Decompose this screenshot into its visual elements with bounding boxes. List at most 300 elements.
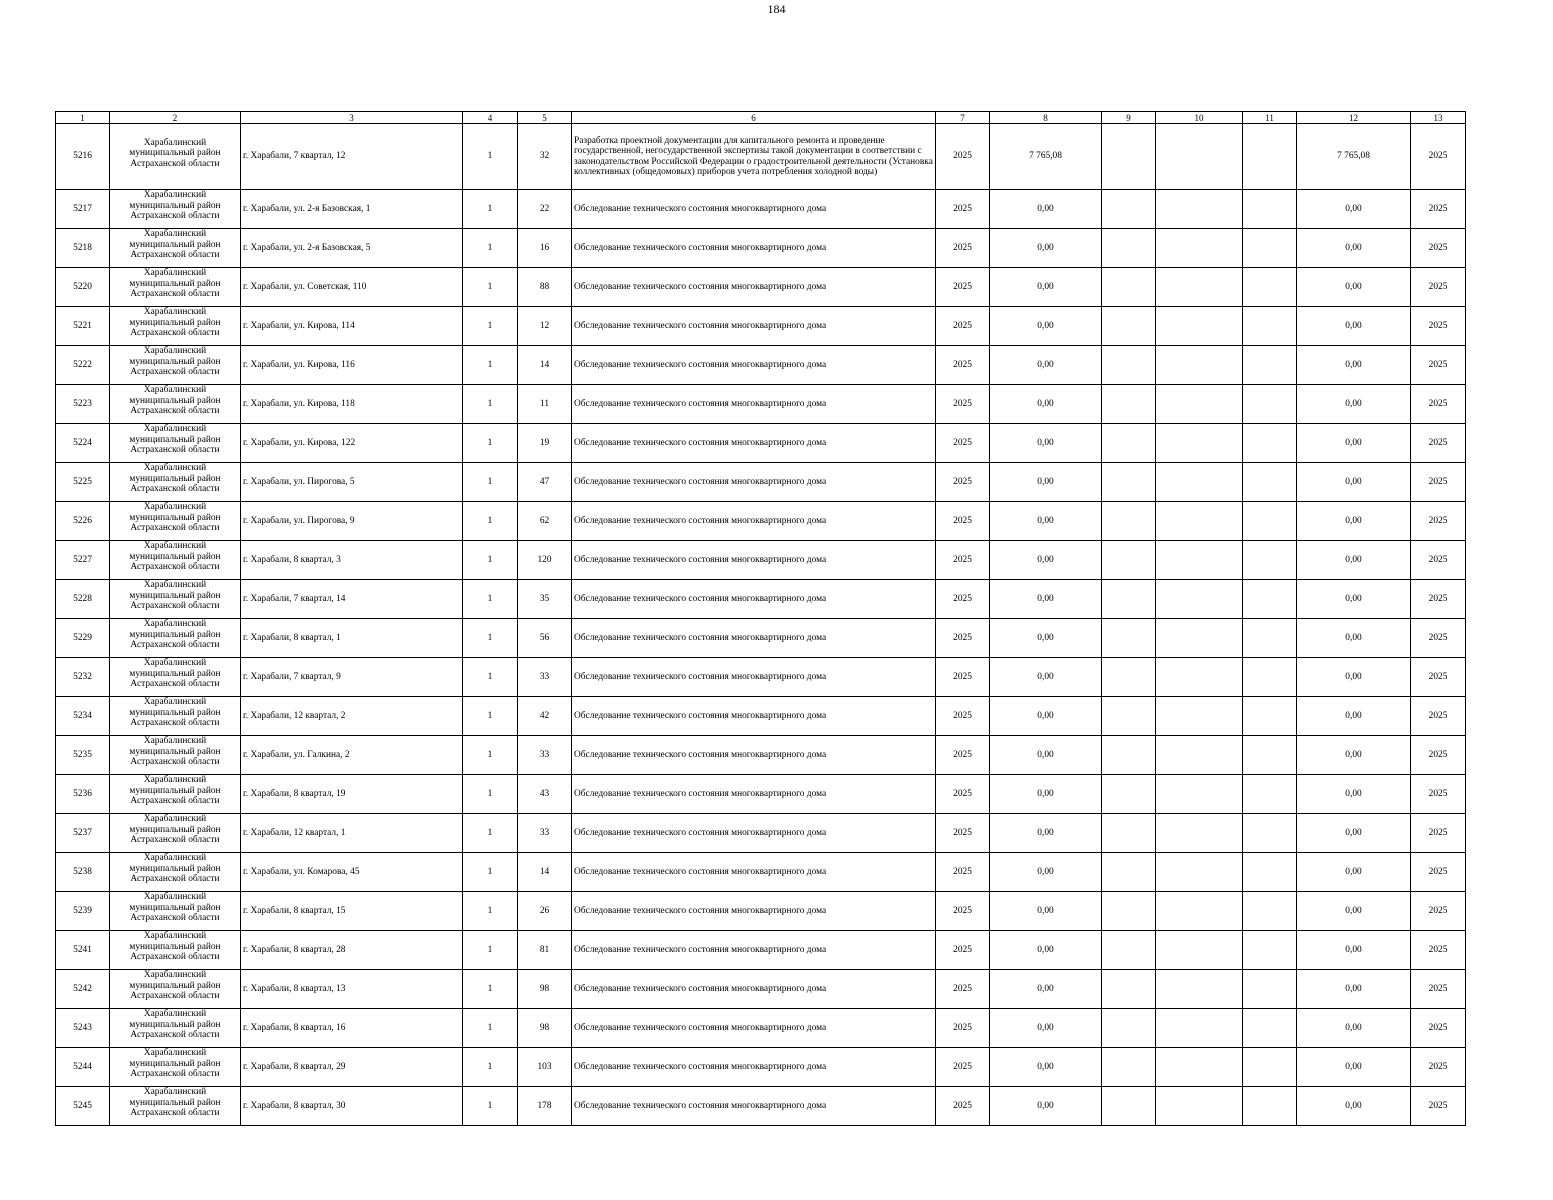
municipality bbox=[110, 190, 241, 229]
funding-amount: 0,00 bbox=[1297, 1048, 1411, 1087]
value-col-11 bbox=[1243, 385, 1297, 424]
column-number: 5 bbox=[518, 112, 572, 124]
funding-amount: 0,00 bbox=[1297, 307, 1411, 346]
row-number: 5238 bbox=[56, 853, 110, 892]
value-col-5: 33 bbox=[518, 814, 572, 853]
total-cost: 0,00 bbox=[990, 580, 1102, 619]
municipality bbox=[110, 619, 241, 658]
value-col-11 bbox=[1243, 190, 1297, 229]
start-year: 2025 bbox=[936, 853, 990, 892]
table-row bbox=[56, 619, 1466, 658]
work-type: Обследование технического состояния многоквартирного дома bbox=[572, 1087, 936, 1126]
total-cost: 0,00 bbox=[990, 346, 1102, 385]
column-number: 12 bbox=[1297, 112, 1411, 124]
start-year: 2025 bbox=[936, 775, 990, 814]
municipality-text: Харабалинский муниципальный район Астраханской области bbox=[129, 697, 221, 728]
total-cost: 0,00 bbox=[990, 268, 1102, 307]
funding-amount: 0,00 bbox=[1297, 697, 1411, 736]
total-cost: 0,00 bbox=[990, 736, 1102, 775]
municipality bbox=[110, 346, 241, 385]
row-number: 5241 bbox=[56, 931, 110, 970]
table-row bbox=[56, 736, 1466, 775]
start-year: 2025 bbox=[936, 580, 990, 619]
end-year: 2025 bbox=[1411, 931, 1466, 970]
value-col-4: 1 bbox=[463, 502, 518, 541]
table-row bbox=[56, 580, 1466, 619]
work-type: Обследование технического состояния многоквартирного дома bbox=[572, 346, 936, 385]
value-col-11 bbox=[1243, 1009, 1297, 1048]
municipality bbox=[110, 307, 241, 346]
total-cost: 0,00 bbox=[990, 424, 1102, 463]
column-number: 10 bbox=[1156, 112, 1243, 124]
address: г. Харабали, 8 квартал, 16 bbox=[241, 1009, 463, 1048]
value-col-11 bbox=[1243, 892, 1297, 931]
funding-amount: 0,00 bbox=[1297, 853, 1411, 892]
value-col-5: 43 bbox=[518, 775, 572, 814]
municipality-text: Харабалинский муниципальный район Астраханской области bbox=[129, 424, 221, 455]
municipality bbox=[110, 229, 241, 268]
value-col-11 bbox=[1243, 814, 1297, 853]
table-row bbox=[56, 346, 1466, 385]
value-col-10 bbox=[1156, 892, 1243, 931]
table-row bbox=[56, 892, 1466, 931]
total-cost: 7 765,08 bbox=[990, 124, 1102, 190]
table-row bbox=[56, 190, 1466, 229]
value-col-5: 12 bbox=[518, 307, 572, 346]
address: г. Харабали, 8 квартал, 30 bbox=[241, 1087, 463, 1126]
municipality bbox=[110, 775, 241, 814]
value-col-10 bbox=[1156, 775, 1243, 814]
value-col-4: 1 bbox=[463, 658, 518, 697]
value-col-4: 1 bbox=[463, 853, 518, 892]
table-row bbox=[56, 1009, 1466, 1048]
start-year: 2025 bbox=[936, 736, 990, 775]
start-year: 2025 bbox=[936, 124, 990, 190]
value-col-5: 14 bbox=[518, 853, 572, 892]
value-col-10 bbox=[1156, 424, 1243, 463]
row-number: 5220 bbox=[56, 268, 110, 307]
table-row bbox=[56, 424, 1466, 463]
value-col-5: 42 bbox=[518, 697, 572, 736]
municipality bbox=[110, 931, 241, 970]
municipality bbox=[110, 541, 241, 580]
funding-amount: 0,00 bbox=[1297, 229, 1411, 268]
funding-amount: 0,00 bbox=[1297, 814, 1411, 853]
row-number: 5226 bbox=[56, 502, 110, 541]
row-number: 5243 bbox=[56, 1009, 110, 1048]
total-cost: 0,00 bbox=[990, 385, 1102, 424]
row-number: 5224 bbox=[56, 424, 110, 463]
funding-amount: 0,00 bbox=[1297, 931, 1411, 970]
address: г. Харабали, ул. Галкина, 2 bbox=[241, 736, 463, 775]
end-year: 2025 bbox=[1411, 124, 1466, 190]
start-year: 2025 bbox=[936, 892, 990, 931]
work-type: Обследование технического состояния многоквартирного дома bbox=[572, 190, 936, 229]
value-col-9 bbox=[1102, 775, 1156, 814]
row-number: 5237 bbox=[56, 814, 110, 853]
row-number: 5236 bbox=[56, 775, 110, 814]
municipality-text: Харабалинский муниципальный район Астраханской области bbox=[129, 346, 221, 377]
column-number: 2 bbox=[110, 112, 241, 124]
value-col-4: 1 bbox=[463, 424, 518, 463]
value-col-11 bbox=[1243, 1087, 1297, 1126]
value-col-4: 1 bbox=[463, 970, 518, 1009]
end-year: 2025 bbox=[1411, 658, 1466, 697]
value-col-5: 32 bbox=[518, 124, 572, 190]
start-year: 2025 bbox=[936, 1048, 990, 1087]
value-col-5: 26 bbox=[518, 892, 572, 931]
end-year: 2025 bbox=[1411, 970, 1466, 1009]
value-col-11 bbox=[1243, 1048, 1297, 1087]
work-type: Обследование технического состояния многоквартирного дома bbox=[572, 697, 936, 736]
column-number: 4 bbox=[463, 112, 518, 124]
value-col-9 bbox=[1102, 541, 1156, 580]
work-type: Обследование технического состояния многоквартирного дома bbox=[572, 853, 936, 892]
work-type: Обследование технического состояния многоквартирного дома bbox=[572, 580, 936, 619]
value-col-10 bbox=[1156, 346, 1243, 385]
funding-amount: 0,00 bbox=[1297, 736, 1411, 775]
total-cost: 0,00 bbox=[990, 463, 1102, 502]
municipality bbox=[110, 268, 241, 307]
value-col-9 bbox=[1102, 190, 1156, 229]
value-col-4: 1 bbox=[463, 229, 518, 268]
total-cost: 0,00 bbox=[990, 853, 1102, 892]
municipality bbox=[110, 463, 241, 502]
row-number: 5245 bbox=[56, 1087, 110, 1126]
row-number: 5223 bbox=[56, 385, 110, 424]
municipality bbox=[110, 502, 241, 541]
table-row bbox=[56, 502, 1466, 541]
value-col-5: 19 bbox=[518, 424, 572, 463]
value-col-10 bbox=[1156, 814, 1243, 853]
municipality bbox=[110, 1087, 241, 1126]
start-year: 2025 bbox=[936, 697, 990, 736]
value-col-10 bbox=[1156, 658, 1243, 697]
address: г. Харабали, 12 квартал, 1 bbox=[241, 814, 463, 853]
table-row bbox=[56, 814, 1466, 853]
start-year: 2025 bbox=[936, 268, 990, 307]
work-type: Обследование технического состояния многоквартирного дома bbox=[572, 307, 936, 346]
start-year: 2025 bbox=[936, 541, 990, 580]
address: г. Харабали, 8 квартал, 29 bbox=[241, 1048, 463, 1087]
work-type: Обследование технического состояния многоквартирного дома bbox=[572, 541, 936, 580]
end-year: 2025 bbox=[1411, 853, 1466, 892]
address: г. Харабали, 8 квартал, 19 bbox=[241, 775, 463, 814]
value-col-9 bbox=[1102, 814, 1156, 853]
work-type: Обследование технического состояния многоквартирного дома bbox=[572, 385, 936, 424]
municipality-text: Харабалинский муниципальный район Астраханской области bbox=[129, 775, 221, 806]
funding-amount: 0,00 bbox=[1297, 346, 1411, 385]
funding-amount: 0,00 bbox=[1297, 580, 1411, 619]
start-year: 2025 bbox=[936, 931, 990, 970]
start-year: 2025 bbox=[936, 190, 990, 229]
value-col-9 bbox=[1102, 124, 1156, 190]
total-cost: 0,00 bbox=[990, 775, 1102, 814]
address: г. Харабали, ул. Пирогова, 5 bbox=[241, 463, 463, 502]
value-col-11 bbox=[1243, 853, 1297, 892]
start-year: 2025 bbox=[936, 307, 990, 346]
value-col-9 bbox=[1102, 268, 1156, 307]
value-col-11 bbox=[1243, 229, 1297, 268]
municipality bbox=[110, 697, 241, 736]
column-number: 7 bbox=[936, 112, 990, 124]
column-number: 11 bbox=[1243, 112, 1297, 124]
municipality-text: Харабалинский муниципальный район Астраханской области bbox=[129, 892, 221, 923]
start-year: 2025 bbox=[936, 1087, 990, 1126]
row-number: 5239 bbox=[56, 892, 110, 931]
table-row bbox=[56, 1048, 1466, 1087]
address: г. Харабали, ул. 2-я Базовская, 1 bbox=[241, 190, 463, 229]
value-col-4: 1 bbox=[463, 775, 518, 814]
table-row bbox=[56, 658, 1466, 697]
municipality bbox=[110, 1048, 241, 1087]
value-col-10 bbox=[1156, 1009, 1243, 1048]
work-type: Обследование технического состояния многоквартирного дома bbox=[572, 502, 936, 541]
value-col-11 bbox=[1243, 580, 1297, 619]
column-number: 8 bbox=[990, 112, 1102, 124]
end-year: 2025 bbox=[1411, 307, 1466, 346]
municipality-text: Харабалинский муниципальный район Астраханской области bbox=[129, 1048, 221, 1079]
value-col-4: 1 bbox=[463, 1087, 518, 1126]
end-year: 2025 bbox=[1411, 775, 1466, 814]
value-col-9 bbox=[1102, 385, 1156, 424]
municipality-text: Харабалинский муниципальный район Астраханской области bbox=[129, 619, 221, 650]
total-cost: 0,00 bbox=[990, 658, 1102, 697]
address: г. Харабали, 8 квартал, 13 bbox=[241, 970, 463, 1009]
value-col-5: 120 bbox=[518, 541, 572, 580]
funding-amount: 0,00 bbox=[1297, 775, 1411, 814]
address: г. Харабали, ул. Кирова, 116 bbox=[241, 346, 463, 385]
value-col-10 bbox=[1156, 619, 1243, 658]
funding-amount: 0,00 bbox=[1297, 658, 1411, 697]
table-row bbox=[56, 307, 1466, 346]
value-col-11 bbox=[1243, 658, 1297, 697]
value-col-4: 1 bbox=[463, 619, 518, 658]
address: г. Харабали, ул. Комарова, 45 bbox=[241, 853, 463, 892]
funding-amount: 7 765,08 bbox=[1297, 124, 1411, 190]
table-row bbox=[56, 463, 1466, 502]
value-col-9 bbox=[1102, 580, 1156, 619]
funding-amount: 0,00 bbox=[1297, 619, 1411, 658]
value-col-4: 1 bbox=[463, 892, 518, 931]
funding-amount: 0,00 bbox=[1297, 268, 1411, 307]
table-row bbox=[56, 931, 1466, 970]
row-number: 5228 bbox=[56, 580, 110, 619]
row-number: 5217 bbox=[56, 190, 110, 229]
municipality bbox=[110, 853, 241, 892]
funding-amount: 0,00 bbox=[1297, 970, 1411, 1009]
work-type: Обследование технического состояния многоквартирного дома bbox=[572, 892, 936, 931]
total-cost: 0,00 bbox=[990, 619, 1102, 658]
value-col-9 bbox=[1102, 931, 1156, 970]
row-number: 5235 bbox=[56, 736, 110, 775]
municipality bbox=[110, 658, 241, 697]
value-col-5: 103 bbox=[518, 1048, 572, 1087]
funding-amount: 0,00 bbox=[1297, 502, 1411, 541]
value-col-10 bbox=[1156, 853, 1243, 892]
row-number: 5244 bbox=[56, 1048, 110, 1087]
end-year: 2025 bbox=[1411, 619, 1466, 658]
row-number: 5227 bbox=[56, 541, 110, 580]
start-year: 2025 bbox=[936, 229, 990, 268]
value-col-11 bbox=[1243, 346, 1297, 385]
funding-amount: 0,00 bbox=[1297, 463, 1411, 502]
address: г. Харабали, ул. Кирова, 114 bbox=[241, 307, 463, 346]
page-number: 184 bbox=[767, 2, 786, 16]
municipality bbox=[110, 1009, 241, 1048]
end-year: 2025 bbox=[1411, 424, 1466, 463]
value-col-5: 98 bbox=[518, 1009, 572, 1048]
total-cost: 0,00 bbox=[990, 307, 1102, 346]
work-type: Обследование технического состояния многоквартирного дома bbox=[572, 463, 936, 502]
value-col-10 bbox=[1156, 736, 1243, 775]
start-year: 2025 bbox=[936, 502, 990, 541]
table-row bbox=[56, 268, 1466, 307]
value-col-4: 1 bbox=[463, 814, 518, 853]
start-year: 2025 bbox=[936, 814, 990, 853]
value-col-9 bbox=[1102, 346, 1156, 385]
municipality bbox=[110, 814, 241, 853]
row-number: 5232 bbox=[56, 658, 110, 697]
work-type: Обследование технического состояния многоквартирного дома bbox=[572, 619, 936, 658]
end-year: 2025 bbox=[1411, 1009, 1466, 1048]
value-col-10 bbox=[1156, 1048, 1243, 1087]
municipality-text: Харабалинский муниципальный район Астраханской области bbox=[129, 463, 221, 494]
funding-amount: 0,00 bbox=[1297, 385, 1411, 424]
work-type: Обследование технического состояния многоквартирного дома bbox=[572, 1009, 936, 1048]
value-col-9 bbox=[1102, 970, 1156, 1009]
address: г. Харабали, 8 квартал, 3 bbox=[241, 541, 463, 580]
funding-amount: 0,00 bbox=[1297, 424, 1411, 463]
value-col-5: 62 bbox=[518, 502, 572, 541]
end-year: 2025 bbox=[1411, 463, 1466, 502]
value-col-9 bbox=[1102, 853, 1156, 892]
municipality-text: Харабалинский муниципальный район Астраханской области bbox=[129, 268, 221, 299]
value-col-11 bbox=[1243, 424, 1297, 463]
end-year: 2025 bbox=[1411, 268, 1466, 307]
table-row bbox=[56, 853, 1466, 892]
work-type: Обследование технического состояния многоквартирного дома bbox=[572, 268, 936, 307]
municipality bbox=[110, 892, 241, 931]
value-col-4: 1 bbox=[463, 697, 518, 736]
value-col-11 bbox=[1243, 619, 1297, 658]
value-col-4: 1 bbox=[463, 736, 518, 775]
table-row bbox=[56, 229, 1466, 268]
value-col-11 bbox=[1243, 268, 1297, 307]
column-number: 3 bbox=[241, 112, 463, 124]
start-year: 2025 bbox=[936, 970, 990, 1009]
end-year: 2025 bbox=[1411, 736, 1466, 775]
table-body bbox=[56, 112, 1466, 1126]
end-year: 2025 bbox=[1411, 1087, 1466, 1126]
work-type: Разработка проектной документации для капитального ремонта и проведение государственной, негосударственной экспертизы такой документации в соответствии с законодательством Российской Федерации о градостроительной деятельности (Установка коллективных (общедомовых) приборов учета потребления холодной воды) bbox=[572, 124, 936, 190]
work-type: Обследование технического состояния многоквартирного дома bbox=[572, 775, 936, 814]
municipality-text: Харабалинский муниципальный район Астраханской области bbox=[129, 229, 221, 260]
address: г. Харабали, 8 квартал, 15 bbox=[241, 892, 463, 931]
start-year: 2025 bbox=[936, 1009, 990, 1048]
municipality-text: Харабалинский муниципальный район Астраханской области bbox=[129, 931, 221, 962]
row-number: 5222 bbox=[56, 346, 110, 385]
value-col-5: 178 bbox=[518, 1087, 572, 1126]
value-col-5: 22 bbox=[518, 190, 572, 229]
row-number: 5242 bbox=[56, 970, 110, 1009]
value-col-4: 1 bbox=[463, 268, 518, 307]
municipality bbox=[110, 580, 241, 619]
municipality-text: Харабалинский муниципальный район Астраханской области bbox=[129, 502, 221, 533]
address: г. Харабали, 8 квартал, 28 bbox=[241, 931, 463, 970]
row-number: 5218 bbox=[56, 229, 110, 268]
total-cost: 0,00 bbox=[990, 502, 1102, 541]
value-col-10 bbox=[1156, 970, 1243, 1009]
address: г. Харабали, ул. Советская, 110 bbox=[241, 268, 463, 307]
value-col-5: 33 bbox=[518, 736, 572, 775]
municipality bbox=[110, 385, 241, 424]
row-number: 5229 bbox=[56, 619, 110, 658]
value-col-4: 1 bbox=[463, 1009, 518, 1048]
end-year: 2025 bbox=[1411, 229, 1466, 268]
address: г. Харабали, 7 квартал, 12 bbox=[241, 124, 463, 190]
table-row bbox=[56, 541, 1466, 580]
value-col-9 bbox=[1102, 424, 1156, 463]
total-cost: 0,00 bbox=[990, 229, 1102, 268]
value-col-5: 98 bbox=[518, 970, 572, 1009]
total-cost: 0,00 bbox=[990, 892, 1102, 931]
column-number-row bbox=[56, 112, 1466, 124]
end-year: 2025 bbox=[1411, 892, 1466, 931]
work-type: Обследование технического состояния многоквартирного дома bbox=[572, 814, 936, 853]
value-col-10 bbox=[1156, 268, 1243, 307]
value-col-10 bbox=[1156, 1087, 1243, 1126]
municipality-text: Харабалинский муниципальный район Астраханской области bbox=[129, 385, 221, 416]
municipality bbox=[110, 970, 241, 1009]
value-col-9 bbox=[1102, 1087, 1156, 1126]
value-col-5: 16 bbox=[518, 229, 572, 268]
address: г. Харабали, ул. Пирогова, 9 bbox=[241, 502, 463, 541]
total-cost: 0,00 bbox=[990, 1009, 1102, 1048]
value-col-4: 1 bbox=[463, 346, 518, 385]
total-cost: 0,00 bbox=[990, 1048, 1102, 1087]
value-col-10 bbox=[1156, 580, 1243, 619]
end-year: 2025 bbox=[1411, 541, 1466, 580]
value-col-10 bbox=[1156, 190, 1243, 229]
value-col-9 bbox=[1102, 697, 1156, 736]
value-col-11 bbox=[1243, 502, 1297, 541]
address: г. Харабали, 8 квартал, 1 bbox=[241, 619, 463, 658]
work-type: Обследование технического состояния многоквартирного дома bbox=[572, 931, 936, 970]
value-col-4: 1 bbox=[463, 580, 518, 619]
end-year: 2025 bbox=[1411, 697, 1466, 736]
value-col-10 bbox=[1156, 541, 1243, 580]
total-cost: 0,00 bbox=[990, 970, 1102, 1009]
total-cost: 0,00 bbox=[990, 190, 1102, 229]
table-row bbox=[56, 775, 1466, 814]
value-col-9 bbox=[1102, 892, 1156, 931]
value-col-11 bbox=[1243, 736, 1297, 775]
row-number: 5234 bbox=[56, 697, 110, 736]
address: г. Харабали, ул. 2-я Базовская, 5 bbox=[241, 229, 463, 268]
value-col-5: 81 bbox=[518, 931, 572, 970]
value-col-10 bbox=[1156, 124, 1243, 190]
table-row bbox=[56, 697, 1466, 736]
column-number: 13 bbox=[1411, 112, 1466, 124]
work-type: Обследование технического состояния многоквартирного дома bbox=[572, 736, 936, 775]
total-cost: 0,00 bbox=[990, 814, 1102, 853]
row-number: 5225 bbox=[56, 463, 110, 502]
value-col-4: 1 bbox=[463, 124, 518, 190]
column-number: 1 bbox=[56, 112, 110, 124]
table-row bbox=[56, 1087, 1466, 1126]
value-col-11 bbox=[1243, 307, 1297, 346]
